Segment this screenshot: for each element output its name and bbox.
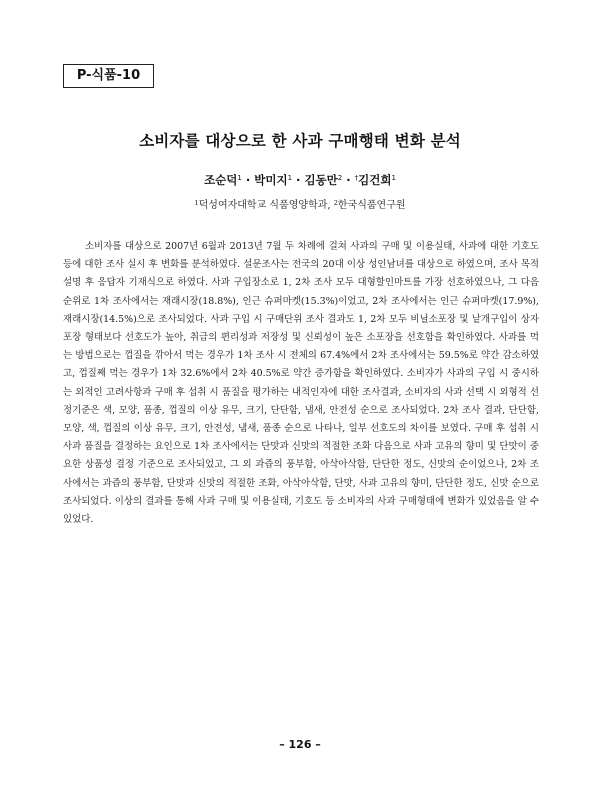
author-name: 김건희 <box>358 173 392 187</box>
paper-title: 소비자를 대상으로 한 사과 구매행태 변화 분석 <box>139 132 461 150</box>
author-name: 박미지 <box>254 173 288 187</box>
affiliation-mark: 2 <box>333 199 338 207</box>
session-code: P-식품-10 <box>76 68 141 83</box>
author-affiliation-mark: 1 <box>287 174 293 182</box>
affiliation-text: 덕성여자대학교 식품영양학과, <box>198 200 331 211</box>
abstract-body: 소비자를 대상으로 2007년 6월과 2013년 7월 두 차례에 걸쳐 사과의 구매 및 이용실태, 사과에 대한 기호도 등에 대한 조사 실시 후 변화를 분석하였다. 설문조사는 전국의 20대 이상 성인남녀를 대상으로 하였으며, 조사 목적 설명 후 응답자 기재식으로 하였다. 사과 구입장소로 1, 2차 조사 모두 대형할인마트를 가장 선호하였으나, 그 다음 순위로 1차 조사에서는 재래시장(18.8%), 인근 슈퍼마켓(15.3%)이었고, 2차 조사에서는 인근 슈퍼마켓(17.9%), 재래시장(14.5%)으로 조사되었다. 사과 구입 시 구매단위 조사 결과도 1, 2차 모두 비닐소포장 및 낱개구입이 상자포장 형태보다 선호도가 높아, 취급의 편리성과 저장성 및 신뢰성이 높은 소포장을 선호함을 확인하였다. 사과를 먹는 방법으로는 껍질을 깎아서 먹는 경우가 1차 조사 시 전체의 67.4%에서 2차 조사에서는 59.5%로 약간 감소하였고, 껍질째 먹는 경우가 1차 32.6%에서 2차 40.5%로 약간 증가함을 확인하였다. 소비자가 사과의 구입 시 중시하는 외적인 고려사항과 구매 후 섭취 시 품질을 평가하는 내적인자에 대한 조사결과, 소비자의 사과 선택 시 외형적 선정기준은 색, 모양, 품종, 껍질의 이상 유무, 크기, 단단함, 냄새, 안전성 순으로 조사되었다. 2차 조사 결과, 단단함, 모양, 색, 껍질의 이상 유무, 크기, 안전성, 냄새, 품종 순으로 나타나, 일부 선호도의 차이를 보였다. 구매 후 섭취 시 사과 품질을 결정하는 요인으로 1차 조사에서는 단맛과 신맛의 적절한 조화 다음으로 사과 고유의 향미 및 단맛이 중요한 상품성 결정 기준으로 조사되었고, 그 외 과즙의 풍부함, 아삭아삭함, 단단한 정도, 신맛의 순이었으나, 2차 조사에서는 과즙의 풍부함, 단맛과 신맛의 적절한 조화, 아삭아삭함, 단맛, 사과 고유의 향미, 단단한 정도, 신맛 순으로 조사되었다. 이상의 결과를 통해 사과 구매 및 이용실태, 기호도 등 소비자의 사과 구매형태에 변화가 있었음을 알 수 있었다. <box>63 241 539 526</box>
author-separator: · <box>292 173 305 187</box>
page-number: – 126 – <box>279 738 321 751</box>
session-code-box <box>63 64 154 88</box>
author-affiliation-mark: 1 <box>237 174 242 182</box>
author-separator: · <box>342 173 355 187</box>
author-list <box>0 172 600 188</box>
affiliations <box>0 196 600 211</box>
author-name: 조순덕 <box>204 173 238 187</box>
author-separator: · <box>241 173 255 187</box>
author-affiliation-mark: 1 <box>391 174 396 182</box>
author-affiliation-mark: 2 <box>337 174 343 182</box>
affiliation-mark: 1 <box>194 199 199 207</box>
affiliation-text: 한국식품연구원 <box>337 200 406 211</box>
author-name: 김동만 <box>304 173 338 187</box>
corresponding-author-mark: † <box>354 174 359 182</box>
